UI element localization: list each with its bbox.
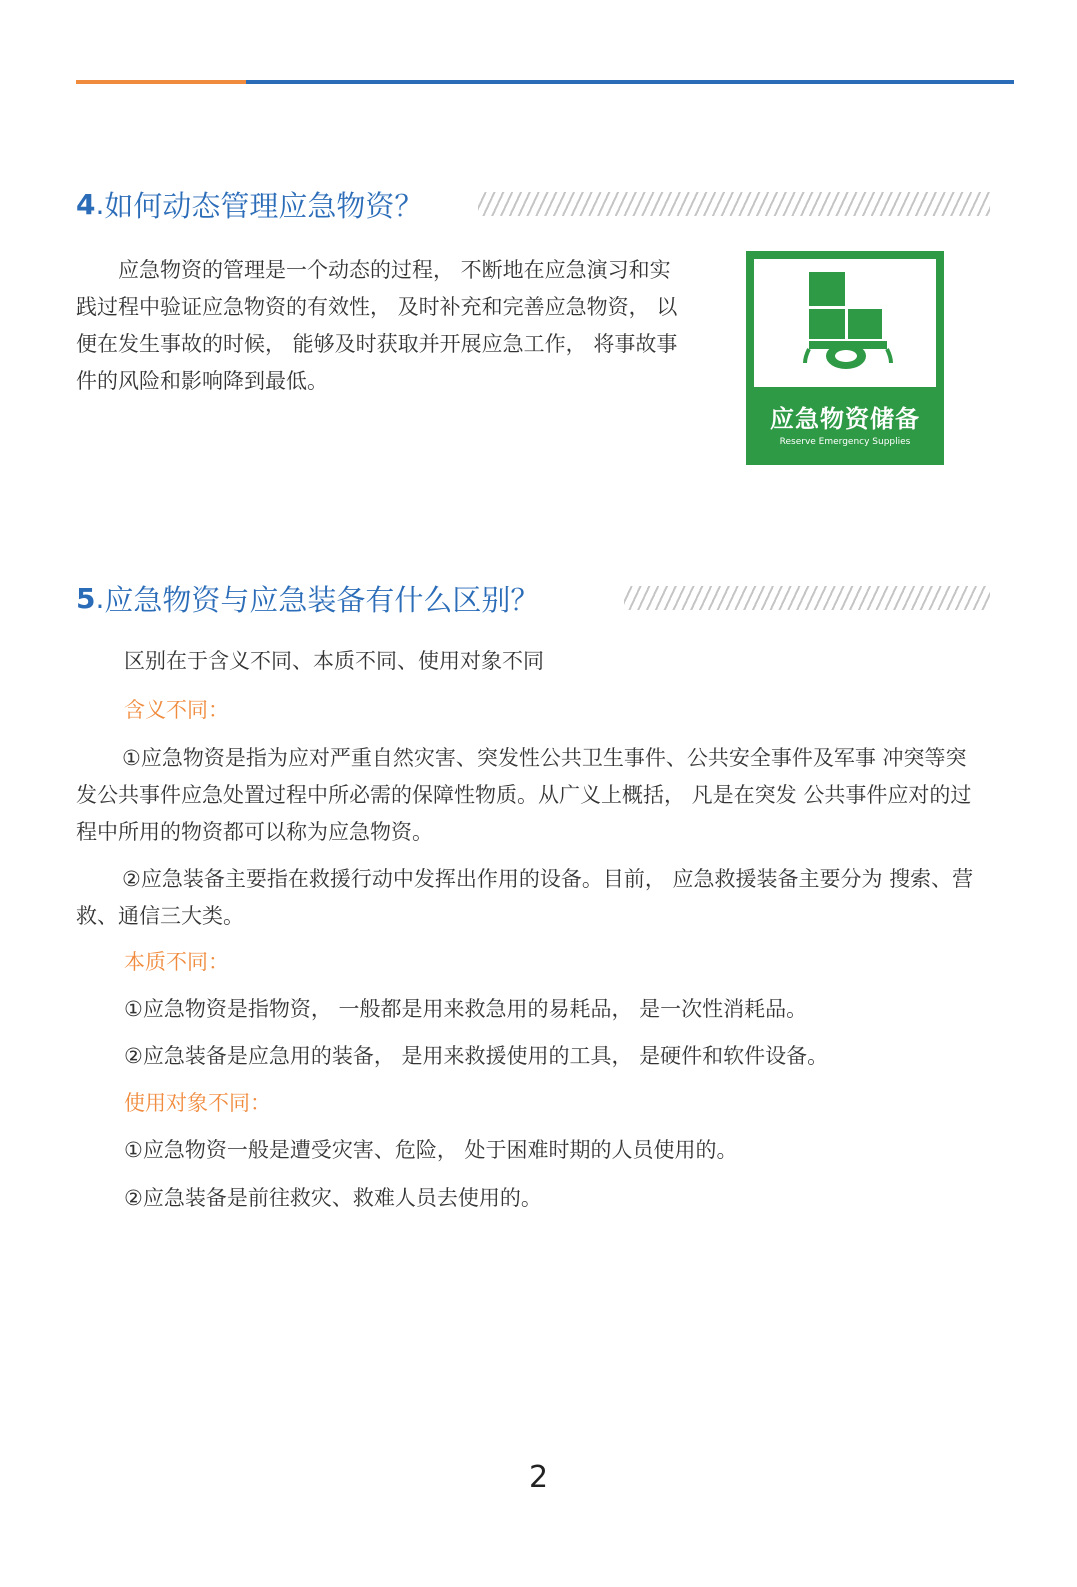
essence-item-2: ②应急装备是应急用的装备， 是用来救援使用的工具， 是硬件和软件设备。 [124, 1044, 829, 1068]
cargo-cart-icon [754, 259, 936, 387]
sign-subtitle: Reserve Emergency Supplies [779, 437, 911, 447]
header-rule-orange [76, 80, 246, 84]
section-4-hatch-divider [478, 192, 990, 216]
emergency-supplies-sign [746, 251, 944, 465]
section-4-paragraph: 应急物资的管理是一个动态的过程， 不断地在应急演习和实践过程中验证应急物资的有效性， 及时补充和完善应急物资， 以便在发生事故的时候， 能够及时获取并开展应急工作， 将事故事件的风险和影响降到最低。 [76, 258, 678, 393]
section-4-number: 4 [76, 188, 96, 221]
section-5-title: 应急物资与应急装备有什么区别？ [104, 583, 540, 617]
section-5-number: 5 [76, 582, 96, 615]
meaning-item-2: ②应急装备主要指在救援行动中发挥出作用的设备。目前， 应急救援装备主要分为 搜索、营救、通信三大类。 [76, 867, 974, 928]
section-4-heading: 4 . 如何动态管理应急物资？ [76, 184, 423, 225]
users-label: 使用对象不同： [124, 1091, 271, 1115]
section-4-title: 如何动态管理应急物资？ [104, 189, 424, 223]
section-5-intro: 区别在于含义不同、本质不同、使用对象不同 [124, 649, 544, 673]
section-5-heading: 5 . 应急物资与应急装备有什么区别？ [76, 578, 539, 619]
essence-item-1: ①应急物资是指物资， 一般都是用来救急用的易耗品， 是一次性消耗品。 [124, 997, 808, 1021]
header-rule-blue [246, 80, 1014, 84]
sign-title: 应急物资储备 [770, 405, 920, 433]
page-number: 2 [528, 1460, 549, 1495]
users-item-2: ②应急装备是前往救灾、救难人员去使用的。 [124, 1186, 542, 1210]
essence-label: 本质不同： [124, 950, 229, 974]
header-rule [76, 80, 1014, 84]
section-5-hatch-divider [624, 586, 990, 610]
meaning-label: 含义不同： [124, 698, 229, 722]
sign-icon-panel [754, 259, 936, 387]
meaning-item-1: ①应急物资是指为应对严重自然灾害、突发性公共卫生事件、公共安全事件及军事 冲突等突发公共事件应急处置过程中所必需的保障性物质。从广义上概括， 凡是在突发 公共事件应对的过程中所用的物资都可以称为应急物资。 [76, 746, 972, 844]
users-item-1: ①应急物资一般是遭受灾害、危险， 处于困难时期的人员使用的。 [124, 1138, 738, 1162]
